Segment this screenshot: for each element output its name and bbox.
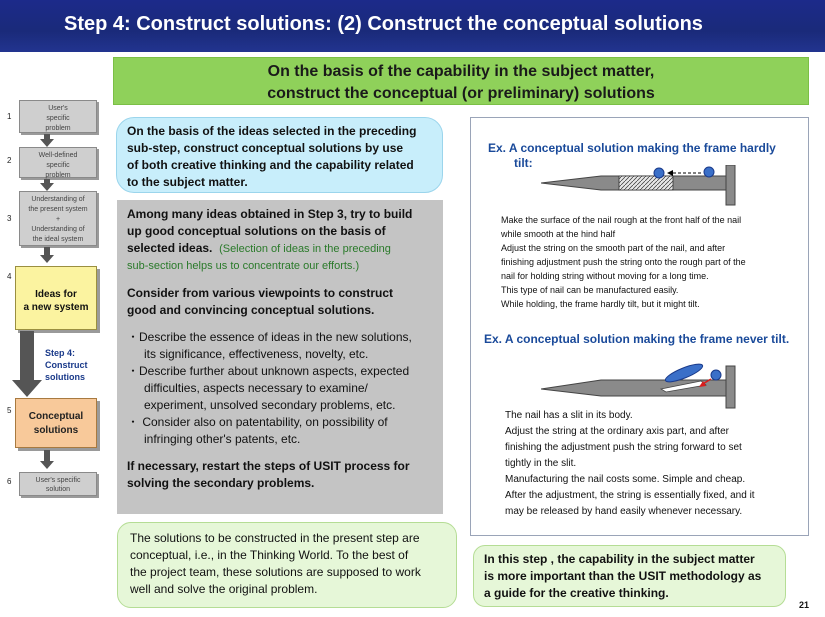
example1-title-line1: Ex. A conceptual solution making the frame hardly [488, 141, 776, 155]
step4-side-label [45, 347, 88, 383]
arrow-3-head [40, 255, 54, 263]
step4-box-label2: a new system [23, 302, 89, 313]
guidance-p1-line4-note: sub-section helps us to concentrate our efforts.) [127, 260, 360, 272]
step1-label3: problem [45, 125, 71, 132]
guidance-bullet1-line2: its significance, effectiveness, novelty, etc. [144, 347, 369, 361]
guidance-bullet2-line3: experiment, unsolved secondary problems, etc. [144, 398, 396, 412]
step-num-4: 4 [7, 272, 12, 281]
thinking-note-line1: The solutions to be constructed in the present step are [130, 531, 420, 545]
step-box-4-ideas [15, 266, 97, 330]
rough-nail-illustration [541, 165, 741, 211]
step-num-5: 5 [7, 406, 12, 415]
example1-line4: finishing adjustment push the string onto the rough part of the [501, 257, 746, 267]
example2-line7: may be released by hand easily whenever necessary. [505, 506, 743, 517]
example2-title: Ex. A conceptual solution making the frame never tilt. [484, 332, 790, 346]
guidance-p2-line2: good and convincing conceptual solutions. [127, 303, 375, 317]
guidance-p3-line1: If necessary, restart the steps of USIT process for [127, 459, 410, 473]
arrow-5-head [40, 461, 54, 469]
step4-box-label1: Ideas for [35, 289, 77, 300]
guidance-p3-line2: solving the secondary problems. [127, 476, 315, 490]
step4-side-label3: solutions [45, 372, 85, 382]
step6-label1: User's specific [35, 477, 81, 484]
step4-side-label2: Construct [45, 360, 88, 370]
examples-panel [470, 117, 809, 536]
step5-label2: solutions [33, 425, 79, 436]
thinking-world-note [117, 522, 457, 608]
capability-note-line3: a guide for the creative thinking. [484, 586, 669, 600]
subtitle-banner [113, 57, 809, 105]
step-num-1: 1 [7, 112, 12, 121]
example2-line5: Manufacturing the nail costs some. Simple and cheap. [505, 474, 746, 485]
intro-line2: sub-step, construct conceptual solutions by use [127, 141, 404, 155]
step-num-3: 3 [7, 214, 12, 223]
thinking-note-line3: the project team, these solutions are supposed to work [130, 565, 421, 579]
step4-arrow-head [12, 380, 42, 397]
guidance-bullet1-line1: ・Describe the essence of ideas in the new solutions, [127, 330, 412, 344]
example2-line3: finishing the adjustment push the string forward to set [505, 442, 742, 453]
push-arrow-head [667, 170, 673, 176]
step4-side-label1: Step 4: [45, 348, 76, 358]
arrow-2-head [40, 183, 54, 191]
frame-wall-2 [726, 366, 735, 408]
guidance-p1-line2: up good conceptual solutions on the basis of [127, 224, 386, 238]
guidance-p1-line3-bold: selected ideas. [127, 241, 213, 255]
step-box-2 [19, 147, 97, 178]
step3-label1: Understanding of [31, 196, 85, 203]
capability-note-line1: In this step , the capability in the subject matter [484, 552, 755, 566]
example2-line6: After the adjustment, the string is essentially fixed, and it [505, 490, 755, 501]
arrow-1-head [40, 139, 54, 147]
step-num-2: 2 [7, 156, 12, 165]
slit-nail-illustration [541, 361, 741, 411]
step-box-1 [19, 100, 97, 133]
step1-label2: specific [46, 115, 70, 122]
example1-description [501, 213, 746, 311]
step3-label4: Understanding of [31, 226, 85, 233]
thinking-note-line4: well and solve the original problem. [130, 582, 318, 596]
subtitle-line1: On the basis of the capability in the subject matter, [267, 63, 655, 80]
step3-label2: the present system [28, 206, 88, 213]
guidance-p1-line1: Among many ideas obtained in Step 3, try to build [127, 207, 413, 221]
example1-line7: While holding, the frame hardly tilt, but it might tilt. [501, 299, 700, 309]
step1-label1: User's [48, 105, 68, 112]
guidance-p2-line1: Consider from various viewpoints to construct [127, 286, 394, 300]
step2-label2: specific [46, 162, 70, 169]
string-position-old [704, 167, 714, 177]
guidance-panel [117, 200, 443, 514]
step2-label1: Well-defined [38, 152, 78, 159]
example1-line1: Make the surface of the nail rough at the front half of the nail [501, 215, 742, 225]
intro-line3: of both creative thinking and the capability related [127, 158, 414, 172]
step-num-6: 6 [7, 477, 12, 486]
subtitle-line2: construct the conceptual (or preliminary) solutions [267, 85, 655, 102]
example1-line3: Adjust the string on the smooth part of the nail, and after [501, 243, 726, 253]
example2-line2: Adjust the string at the ordinary axis part, and after [505, 426, 730, 437]
slide-title: Step 4: Construct solutions: (2) Construct the conceptual solutions [64, 13, 703, 35]
example1-line6: This type of nail can be manufactured easily. [501, 285, 679, 295]
capability-note [473, 545, 786, 607]
rough-surface-region [619, 176, 673, 190]
intro-line1: On the basis of the ideas selected in the preceding [127, 124, 417, 138]
step-box-5-conceptual [15, 398, 97, 448]
thinking-note-line2: conceptual, i.e., in the Thinking World. To the best of [130, 548, 409, 562]
intro-line4: to the subject matter. [127, 175, 248, 189]
guidance-bullet2-line1: ・Describe further about unknown aspects, expected [127, 364, 410, 378]
step3-label3: + [55, 216, 61, 223]
string-position-new [654, 168, 664, 178]
step-box-6 [19, 472, 97, 496]
example1-title-line2: tilt: [514, 156, 533, 170]
guidance-p1-line3-note: (Selection of ideas in the preceding [219, 243, 391, 255]
step-box-3 [19, 191, 97, 246]
example1-line5: nail for holding string without moving for a long time. [501, 271, 709, 281]
step6-label2: solution [45, 486, 71, 493]
example2-line1: The nail has a slit in its body. [505, 410, 633, 421]
intro-callout [116, 117, 443, 193]
frame-wall [726, 165, 735, 205]
step5-label1: Conceptual [28, 411, 84, 422]
guidance-bullet2-line2: difficulties, aspects necessary to examine/ [144, 381, 368, 395]
guidance-bullet3-line2: infringing other's patents, etc. [144, 432, 301, 446]
example1-line2: while smooth at the hind half [501, 229, 616, 239]
slide-header [0, 0, 825, 52]
string-position-start [711, 370, 721, 380]
step4-arrow-stem [20, 331, 34, 381]
page-number: 21 [799, 600, 810, 610]
step3-label5: the ideal system [32, 236, 84, 243]
capability-note-line2: is more important than the USIT methodology as [484, 569, 762, 583]
example2-description [505, 408, 755, 520]
guidance-bullet3-line1: ・ Consider also on patentability, on possibility of [127, 415, 388, 429]
step2-label3: problem [45, 172, 71, 179]
example2-line4: tightly in the slit. [505, 458, 577, 469]
